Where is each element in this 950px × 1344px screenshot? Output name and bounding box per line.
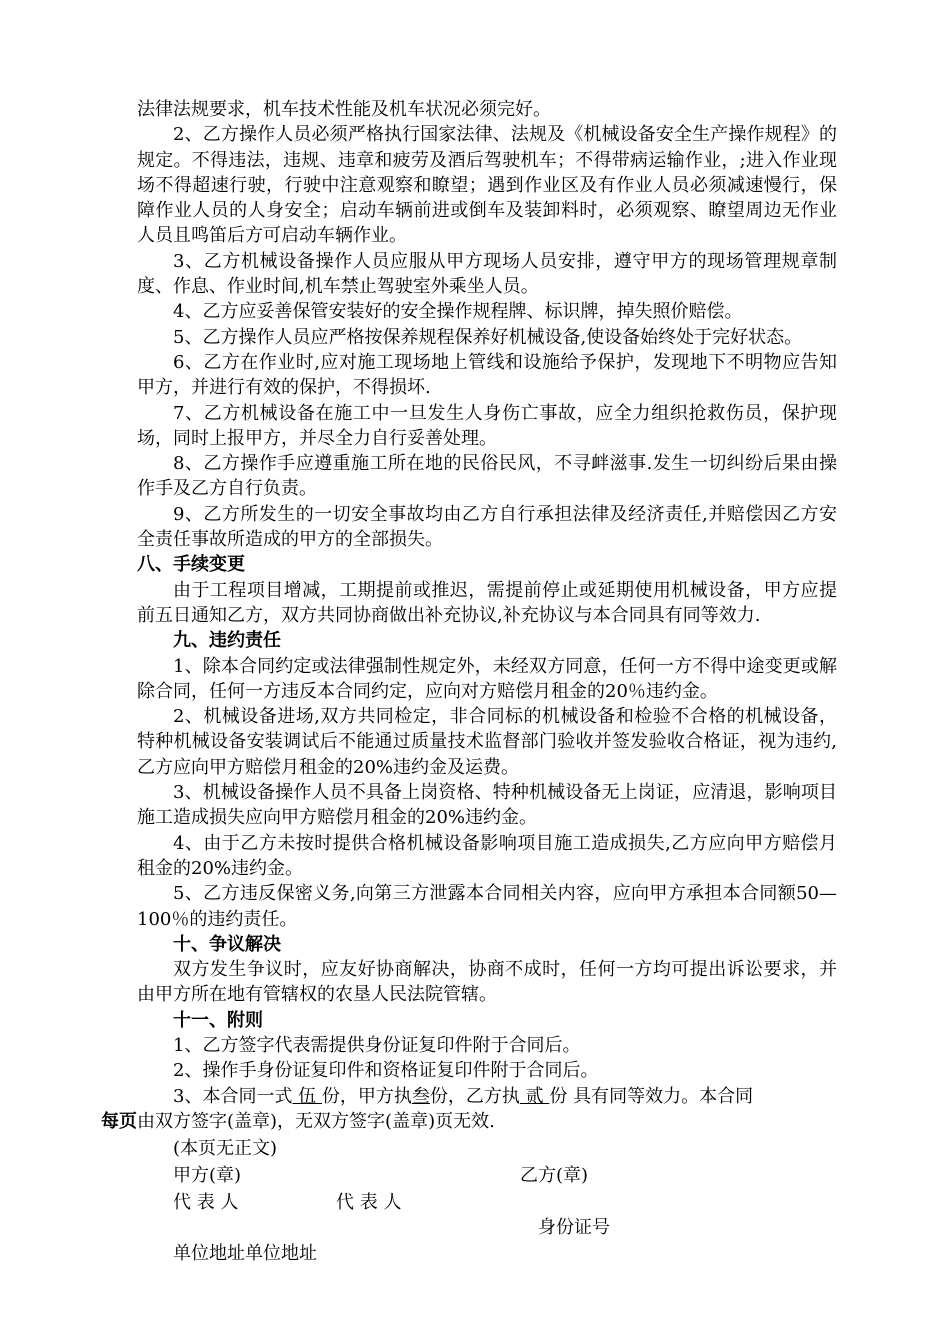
paragraph-continued: 法律法规要求，机车技术性能及机车状况必须完好。 [137, 99, 551, 120]
section-9-item-4: 4、由于乙方未按时提供合格机械设备影响项目施工造成损失,乙方应向甲方赔偿月租金的20%违约金。 [137, 832, 837, 879]
clause-7-7: 7、乙方机械设备在施工中一旦发生人身伤亡事故，应全力组织抢救伤员，保护现场，同时上报甲方，并尽全力自行妥善处理。 [137, 402, 837, 449]
clause-7-9: 9、乙方所发生的一切安全事故均由乙方自行承担法律及经济责任,并赔偿因乙方安全责任事故所造成的甲方的全部损失。 [137, 503, 837, 551]
section-9-item-1: 1、除本合同约定或法律强制性规定外，未经双方同意，任何一方不得中途变更或解除合同，任何一方违反本合同约定，应向对方赔偿月租金的20％违约金。 [137, 655, 837, 702]
party-b-representative: 代 表 人 [336, 1192, 402, 1214]
item-3-post: 份 具有同等效力。本合同 [549, 1085, 754, 1107]
copies-total: 伍 [292, 1085, 322, 1107]
id-number-label: 身份证号 [538, 1217, 610, 1239]
section-11-item-3 [101, 1084, 837, 1135]
section-8-heading: 八、手续变更 [137, 554, 245, 576]
party-b-seal: 乙方(章) [520, 1165, 589, 1187]
clause-7-8: 8、乙方操作手应遵重施工所在地的民俗民风，不寻衅滋事.发生一切纠纷后果由操作手及乙方自行负责。 [137, 453, 837, 500]
every-page-emphasis: 每页 [101, 1110, 137, 1132]
item-3-mid-2: 份，乙方执 [429, 1085, 520, 1107]
section-11-item-1: 1、乙方签字代表需提供身份证复印件附于合同后。 [173, 1034, 581, 1056]
section-9-item-2: 2、机械设备进场,双方共同检定，非合同标的机械设备和检验不合格的机械设备，特种机械设备安装调试后不能通过质量技术监督部门验收并签发验收合格证，视为违约,乙方应向甲方赔偿月租金的20%违约金及运费。 [137, 706, 837, 778]
section-8-text: 由于工程项目增减，工期提前或推迟，需提前停止或延期使用机械设备，甲方应提前五日通知乙方，双方共同协商做出补充协议,补充协议与本合同具有同等效力. [137, 579, 837, 626]
section-10-heading: 十、争议解决 [173, 933, 281, 955]
party-a-seal: 甲方(章) [173, 1165, 242, 1187]
section-9-item-3: 3、机械设备操作人员不具备上岗资格、特种机械设备无上岗证，应清退，影响项目施工造成损失应向甲方赔偿月租金的20%违约金。 [137, 782, 837, 829]
section-9-item-5: 5、乙方违反保密义务,向第三方泄露本合同相关内容，应向甲方承担本合同额50—100％的违约责任。 [137, 883, 837, 930]
contract-body [101, 97, 837, 1265]
section-9-heading: 九、违约责任 [173, 630, 281, 652]
party-a-representative: 代 表 人 [173, 1192, 239, 1214]
no-text-note: (本页无正文) [173, 1138, 278, 1160]
section-10-text: 双方发生争议时，应友好协商解决，协商不成时，任何一方均可提出诉讼要求，并由甲方所在地有管辖权的农垦人民法院管辖。 [137, 959, 837, 1006]
section-11-heading: 十一、附则 [173, 1009, 263, 1031]
item-3-mid-1: 份，甲方执 [321, 1085, 412, 1107]
clause-7-4: 4、乙方应妥善保管安装好的安全操作规程牌、标识牌，掉失照价赔偿。 [173, 301, 743, 323]
section-11-item-2: 2、操作手身份证复印件和资格证复印件附于合同后。 [173, 1060, 599, 1082]
item-3-tail: 由双方签字(盖章)，无双方签字(盖章)页无效. [137, 1110, 495, 1132]
clause-7-5: 5、乙方操作人员应严格按保养规程保养好机械设备,使设备始终处于完好状态。 [173, 326, 803, 348]
clause-7-6: 6、乙方在作业时,应对施工现场地上管线和设施给予保护，发现地下不明物应告知甲方，并进行有效的保护，不得损坏. [137, 351, 837, 399]
signature-block [137, 1134, 837, 1264]
clause-7-2: 2、乙方操作人员必须严格执行国家法律、法规及《机械设备安全生产操作规程》的规定。不得违法，违规、违章和疲劳及酒后驾驶机车；不得带病运输作业，;进入作业现场不得超速行驶，行驶中注意观察和瞭望；遇到作业区及有作业人员必须减速慢行，保障作业人员的人身安全；启动车辆前进或倒车及装卸料时，必须观察、瞭望周边无作业人员且鸣笛后方可启动车辆作业。 [137, 124, 837, 247]
clause-7-3: 3、乙方机械设备操作人员应服从甲方现场人员安排，遵守甲方的现场管理规章制度、作息、作业时间,机车禁止驾驶室外乘坐人员。 [137, 250, 837, 298]
item-3-prefix: 3、本合同一式 [173, 1085, 293, 1107]
copies-party-b: 贰 [519, 1085, 550, 1107]
unit-address-label: 单位地址单位地址 [173, 1243, 317, 1265]
copies-party-a: 叁 [411, 1085, 430, 1107]
